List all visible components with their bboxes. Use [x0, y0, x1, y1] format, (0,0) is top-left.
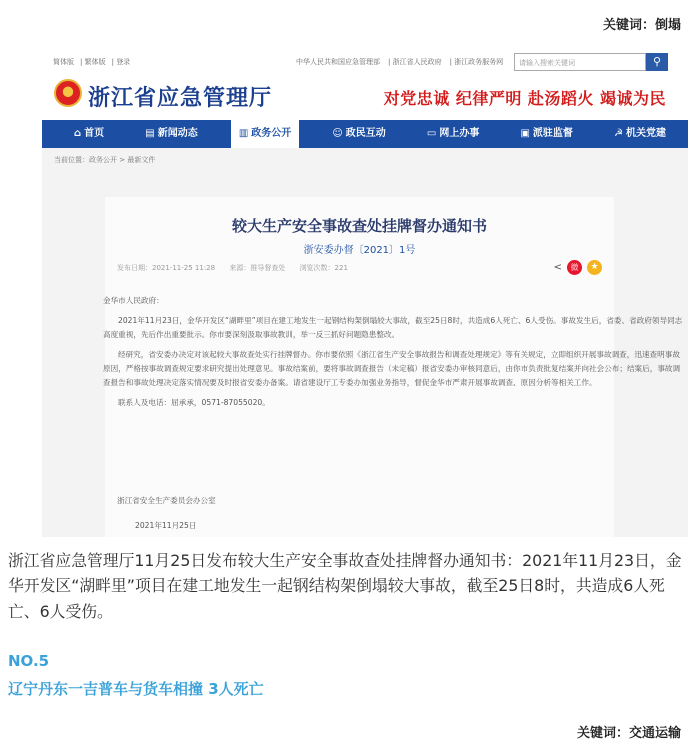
- main-nav: [42, 120, 688, 148]
- source: 来源：推导督查处: [229, 264, 286, 272]
- home-icon: ⌂: [74, 128, 82, 139]
- national-emblem-icon: [54, 79, 82, 107]
- paragraph-1: 2021年11月23日，金华开发区“湖畔里”项目在建工地发生一起钢结构架倒塌较大事故，截至25日8时，共造成6人死亡、6人受伤。事故发生后，省委、省政府领导同志高度重视，先后作出重要批示。你市要深刻汲取事故教训，举一反三抓好问题隐患整改。: [103, 316, 683, 340]
- favorite-icon[interactable]: ★: [587, 260, 602, 275]
- signature-date: 2021年11月25日: [135, 521, 197, 530]
- document-body: [103, 294, 685, 416]
- document-meta: [117, 263, 360, 273]
- view-count: 浏览次数：221: [299, 264, 348, 272]
- document-title: 较大生产安全事故查处挂牌督办通知书: [231, 217, 487, 235]
- chat-icon: ☺: [332, 128, 343, 139]
- salutation: 金华市人民政府：: [103, 296, 164, 305]
- paragraph-2: 经研究，省安委办决定对该起较大事故查处实行挂牌督办。你市要依照《浙江省生产安全事故报告和调查处理规定》等有关规定，立即组织开展事故调查，迅速查明事故原因，严格按事故调查规定要求研究提出处理意见。事故结案前，要将事故调查报告（未定稿）报省安委办审核同意后，由你市负责批复结案并向社会公布；结案后，事故调查报告和事故处理决定落实情况要及时报省安委办备案。请省建设厅工专委办加强业务指导，督促金华市严肃开展事故调查、原因分析等相关工作。: [103, 350, 681, 388]
- site-title[interactable]: 浙江省应急管理厅: [88, 86, 273, 111]
- publish-date: 发布日期：2021-11-25 11:28: [117, 264, 216, 272]
- nav-item-online-service[interactable]: ▭ 网上办事: [426, 128, 480, 139]
- link-login[interactable]: 登录: [116, 58, 131, 66]
- link-province-gov[interactable]: 浙江省人民政府: [392, 58, 442, 66]
- weibo-icon[interactable]: 微: [567, 260, 582, 275]
- monitor-icon: ▭: [426, 128, 437, 139]
- document-number: 浙安委办督〔2021〕1号: [303, 245, 416, 256]
- signature-org: 浙江省安全生产委员会办公室: [117, 496, 216, 505]
- breadcrumb[interactable]: 当前位置：政务公开 > 最新文件: [54, 156, 156, 164]
- document-panel: [103, 197, 683, 537]
- keyword-label-top: 关键词：倒塌: [602, 18, 681, 33]
- search-input[interactable]: 请输入搜索关键词: [514, 53, 646, 71]
- section-number: NO.5: [8, 652, 50, 670]
- link-ministry[interactable]: 中华人民共和国应急管理部: [296, 58, 380, 66]
- nav-item-home[interactable]: ⌂ 首页: [74, 128, 105, 139]
- news-icon: ▤: [145, 128, 155, 139]
- link-simplified[interactable]: 简体版: [53, 58, 74, 66]
- utility-bar: [42, 40, 688, 74]
- nav-item-interaction[interactable]: ☺ 政民互动: [332, 128, 386, 139]
- nav-item-supervision[interactable]: ▣ 派驻监督: [520, 128, 573, 139]
- util-links-right: 中华人民共和国应急管理部 | 浙江省人民政府 | 浙江政务服务网: [296, 58, 504, 66]
- util-links-left: 简体版 | 繁体版 | 登录: [53, 58, 131, 66]
- keyword-label-bottom: 关键词：交通运输: [576, 726, 681, 741]
- flag-icon: ▣: [520, 128, 530, 139]
- article-summary: 浙江省应急管理厅11月25日发布较大生产安全事故查处挂牌督办通知书：2021年11月23日，金华开发区“湖畔里”项目在建工地发生一起钢结构架倒塌较大事故，截至25日8时，共造成6人死亡、6人受伤。: [8, 551, 682, 621]
- nav-item-news[interactable]: ▤ 新闻动态: [145, 128, 198, 139]
- book-icon: ▥: [238, 128, 249, 139]
- link-gov-service[interactable]: 浙江政务服务网: [454, 58, 504, 66]
- nav-item-party[interactable]: ☭ 机关党建: [613, 128, 666, 139]
- search-icon[interactable]: ⚲: [646, 53, 668, 71]
- slogan: 对党忠诚 纪律严明 赴汤蹈火 竭诚为民: [383, 89, 666, 108]
- site-header: [42, 74, 688, 120]
- contact-line: 联系人及电话：屈承承，0571-87055020。: [118, 398, 270, 408]
- share-bar: [554, 260, 602, 275]
- link-traditional[interactable]: 繁体版: [84, 58, 106, 66]
- embedded-screenshot: [42, 40, 688, 537]
- section-title: 辽宁丹东一吉普车与货车相撞 3人死亡: [8, 680, 264, 698]
- share-icon[interactable]: <: [553, 262, 562, 273]
- party-icon: ☭: [613, 128, 623, 139]
- nav-item-gov-affairs[interactable]: ▥ 政务公开: [231, 120, 299, 148]
